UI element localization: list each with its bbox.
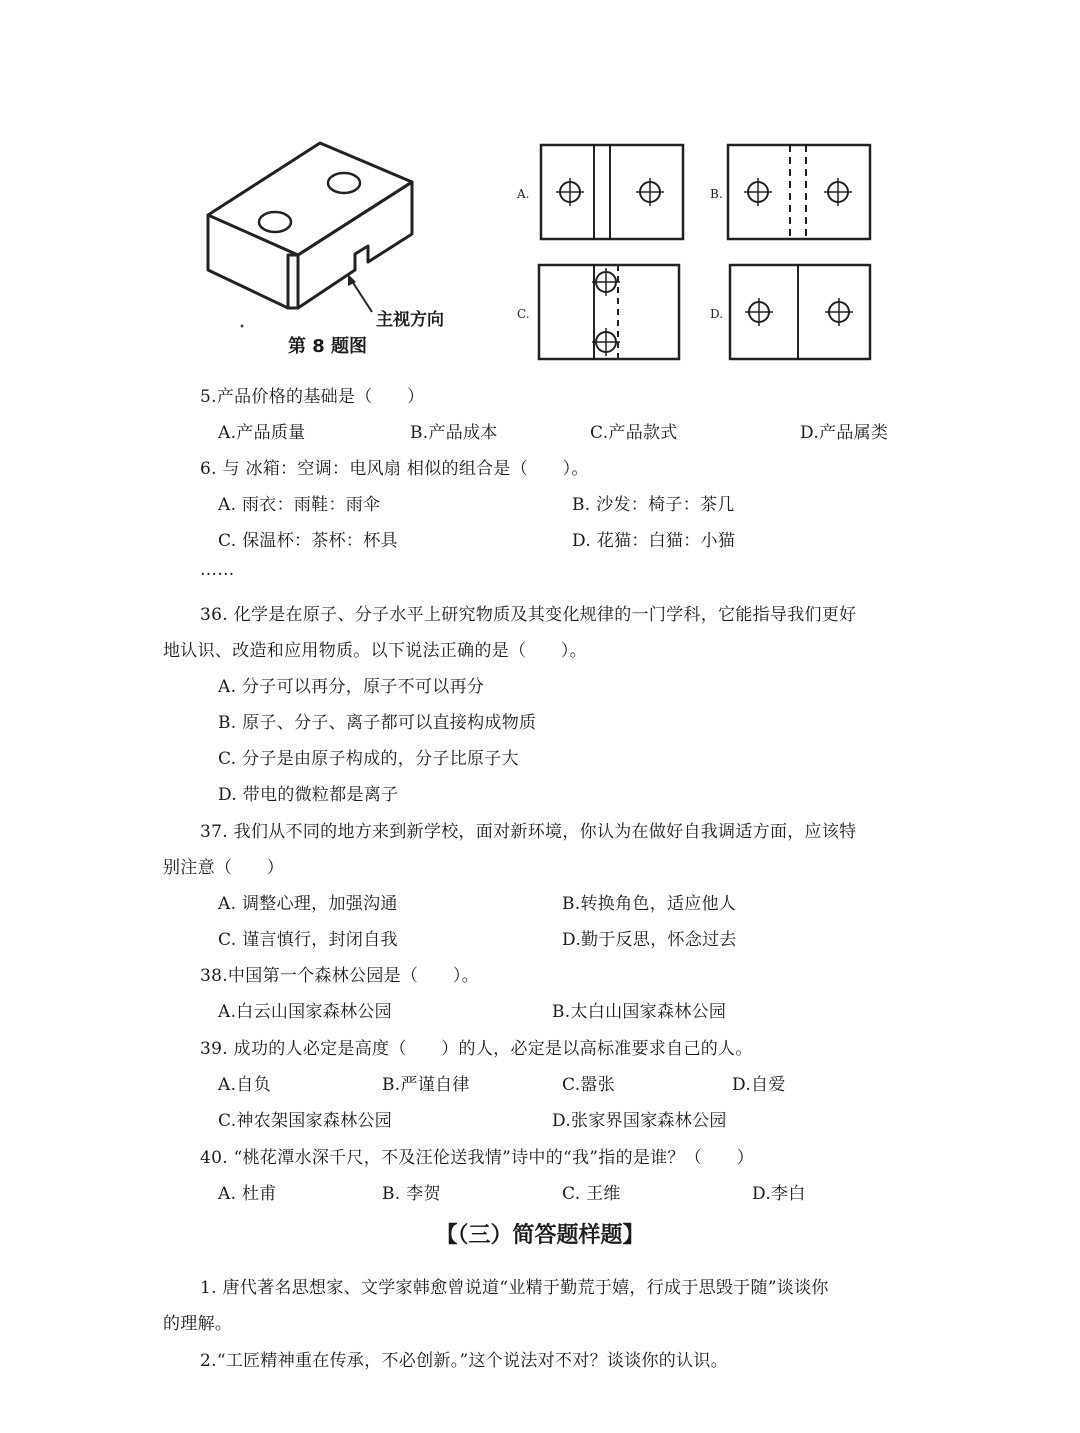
q37-option-b: B.转换角色，适应他人 <box>562 894 737 914</box>
q36-option-b: B. 原子、分子、离子都可以直接构成物质 <box>218 713 537 733</box>
view-label-d: D. <box>710 307 724 321</box>
q36-stem-line1: 36. 化学是在原子、分子水平上研究物质及其变化规律的一门学科，它能指导我们更好 <box>200 605 857 625</box>
q5-option-d: D.产品属类 <box>800 423 889 443</box>
q5-option-a: A.产品质量 <box>218 423 306 443</box>
q37-option-a: A. 调整心理，加强沟通 <box>218 894 398 914</box>
view-option-d <box>708 262 878 364</box>
q38-option-c: C.神农架国家森林公园 <box>218 1111 393 1131</box>
q37-stem-line1: 37. 我们从不同的地方来到新学校，面对新环境，你认为在做好自我调适方面，应该特 <box>200 822 857 842</box>
q6-stem: 6. 与 冰箱：空调：电风扇 相似的组合是（ ）。 <box>200 459 589 479</box>
q40-option-d: D.李白 <box>752 1184 806 1204</box>
q36-option-d: D. 带电的微粒都是离子 <box>218 785 399 805</box>
q5-option-b: B.产品成本 <box>410 423 498 443</box>
q39-option-c: C.嚣张 <box>562 1075 616 1095</box>
q6-options-row2 <box>0 526 1080 550</box>
q6-option-d: D. 花猫：白猫：小猫 <box>572 531 736 551</box>
view-option-c <box>515 262 685 364</box>
ellipsis: …… <box>200 560 235 580</box>
q39-option-b: B.严谨自律 <box>382 1075 470 1095</box>
q38-option-b: B.太白山国家森林公园 <box>552 1002 727 1022</box>
q6-option-b: B. 沙发：椅子：茶几 <box>572 495 735 515</box>
q36-stem-line2: 地认识、改造和应用物质。以下说法正确的是（ ）。 <box>163 641 587 661</box>
view-label-a: A. <box>517 187 530 201</box>
short-q2: 2.“工匠精神重在传承，不必创新。”这个说法对不对？谈谈你的认识。 <box>200 1351 728 1371</box>
q39-stem: 39. 成功的人必定是高度（ ）的人，必定是以高标准要求自己的人。 <box>200 1039 753 1059</box>
q6-option-c: C. 保温杯：茶杯：杯具 <box>218 531 398 551</box>
view-option-b <box>708 142 878 244</box>
q37-options-row2 <box>0 925 1080 949</box>
q39-option-a: A.自负 <box>218 1075 271 1095</box>
q36-option-c: C. 分子是由原子构成的，分子比原子大 <box>218 749 519 769</box>
q40-option-c: C. 王维 <box>562 1184 621 1204</box>
q40-stem: 40. “桃花潭水深千尺，不及汪伦送我情”诗中的“我”指的是谁？（ ） <box>200 1148 755 1168</box>
q39-option-d: D.自爱 <box>732 1075 786 1095</box>
view-option-a <box>515 142 685 244</box>
isometric-block-drawing <box>190 130 490 360</box>
q37-option-d: D.勤于反思，怀念过去 <box>562 930 737 950</box>
q38-options-row2 <box>0 1106 1080 1130</box>
q40-options <box>0 1179 1080 1203</box>
section-title: 【（三）简答题样题】 <box>435 1223 645 1248</box>
q40-option-b: B. 李贺 <box>382 1184 441 1204</box>
q6-options-row1 <box>0 490 1080 514</box>
view-label-c: C. <box>517 307 530 321</box>
q38-option-a: A.白云山国家森林公园 <box>218 1002 392 1022</box>
view-label-b: B. <box>710 187 723 201</box>
q38-stem: 38.中国第一个森林公园是（ ）。 <box>200 966 479 986</box>
q40-option-a: A. 杜甫 <box>218 1184 277 1204</box>
q5-option-c: C.产品款式 <box>590 423 678 443</box>
q38-options-row1 <box>0 997 1080 1021</box>
figure-caption: 第 8 题图 <box>288 336 368 357</box>
q37-options-row1 <box>0 889 1080 913</box>
question-8-figure <box>190 130 890 370</box>
q5-stem: 5.产品价格的基础是（ ） <box>200 387 425 407</box>
short-q1-line2: 的理解。 <box>163 1314 233 1334</box>
q39-options <box>0 1070 1080 1094</box>
short-q1-line1: 1. 唐代著名思想家、文学家韩愈曾说道“业精于勤荒于嬉，行成于思毁于随”谈谈你 <box>200 1278 829 1298</box>
q6-option-a: A. 雨衣：雨鞋：雨伞 <box>218 495 381 515</box>
q38-option-d: D.张家界国家森林公园 <box>552 1111 727 1131</box>
q37-option-c: C. 谨言慎行，封闭自我 <box>218 930 398 950</box>
q37-stem-line2: 别注意（ ） <box>163 858 285 878</box>
q36-option-a: A. 分子可以再分，原子不可以再分 <box>218 677 485 697</box>
view-direction-label: 主视方向 <box>376 310 444 330</box>
q5-options <box>0 418 1080 442</box>
